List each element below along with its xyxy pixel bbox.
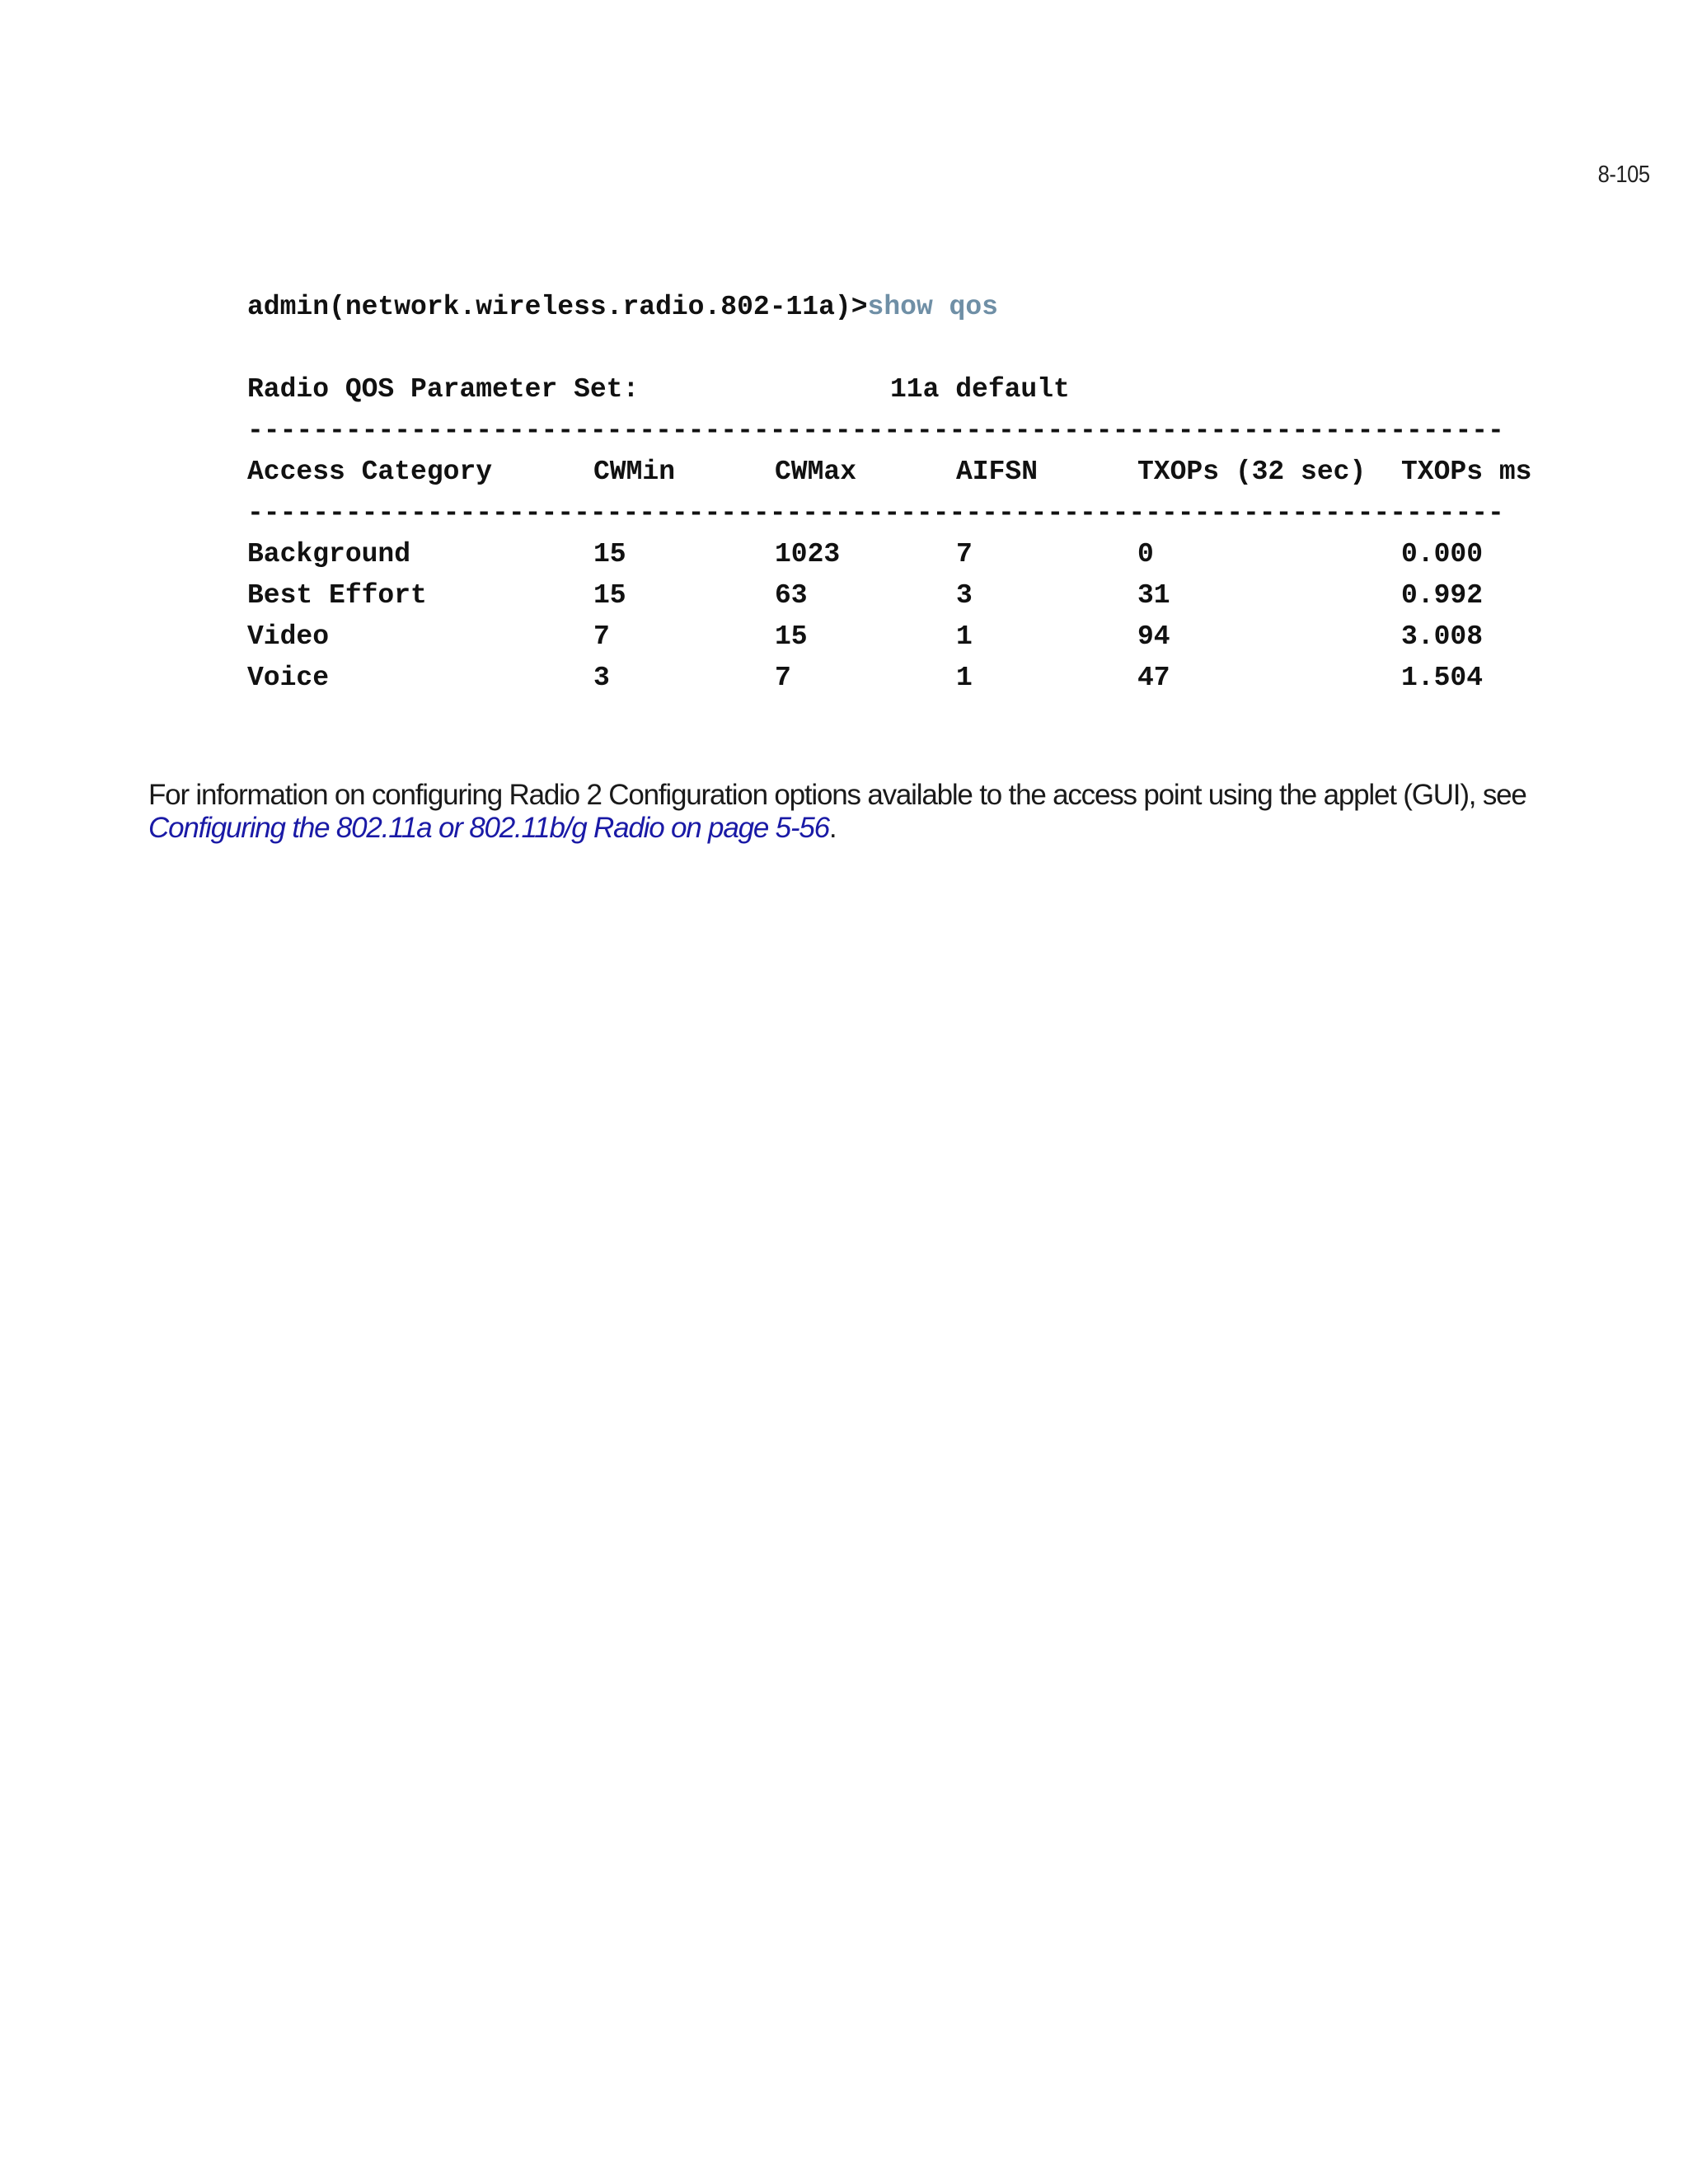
cell-category: Best Effort [247,580,427,611]
cell-cwmin: 15 [593,580,626,611]
paragraph-text: For information on configuring Radio 2 Configuration options available to the access point using the applet (GUI), see [148,779,1526,811]
cell-txops-32sec: 94 [1137,621,1170,652]
cli-output [247,287,1532,699]
cell-txops-ms: 0.992 [1401,580,1484,611]
cell-cwmin: 3 [593,663,610,693]
cell-cwmin: 15 [593,539,626,569]
cli-prompt: admin(network.wireless.radio.802-11a)> [247,292,868,322]
header-txops-32sec: TXOPs (32 sec) [1137,457,1367,487]
cell-aifsn: 3 [956,580,973,611]
header-access-category: Access Category [247,457,493,487]
cell-cwmax: 1023 [775,539,841,569]
header-cwmin: CWMin [593,457,676,487]
header-aifsn: AIFSN [956,457,1039,487]
cell-aifsn: 1 [956,663,973,693]
cell-aifsn: 1 [956,621,973,652]
table-row [247,616,1517,658]
header-txops-ms: TXOPs ms [1401,457,1532,487]
param-set-value: 11a default [890,374,1070,405]
cell-txops-32sec: 31 [1137,580,1170,611]
cross-reference-link[interactable]: Configuring the 802.11a or 802.11b/g Radio on page 5-56 [148,812,829,844]
cell-category: Background [247,539,411,569]
table-row [247,658,1517,699]
page-number: 8-105 [1597,162,1650,188]
table-header [247,452,1532,493]
cell-txops-32sec: 47 [1137,663,1170,693]
command-line [247,287,1517,328]
info-paragraph [148,779,1607,845]
cell-txops-32sec: 0 [1137,539,1154,569]
cell-cwmax: 15 [775,621,808,652]
blank-line [247,328,1517,369]
separator-top: ----------------------------------------------------------------------------- [247,415,1504,446]
param-set-line [247,369,1517,410]
table-row [247,575,1517,616]
cell-txops-ms: 3.008 [1401,621,1484,652]
cell-category: Voice [247,663,330,693]
paragraph-end: . [828,812,837,844]
cell-aifsn: 7 [956,539,973,569]
header-cwmax: CWMax [775,457,857,487]
cell-cwmin: 7 [593,621,610,652]
cli-command: show qos [867,292,998,322]
cell-cwmax: 63 [775,580,808,611]
param-set-label: Radio QOS Parameter Set: [247,374,640,405]
cell-cwmax: 7 [775,663,791,693]
table-row [247,534,1517,575]
cell-category: Video [247,621,330,652]
separator-bottom: ----------------------------------------------------------------------------- [247,498,1504,528]
cell-txops-ms: 0.000 [1401,539,1484,569]
cell-txops-ms: 1.504 [1401,663,1484,693]
